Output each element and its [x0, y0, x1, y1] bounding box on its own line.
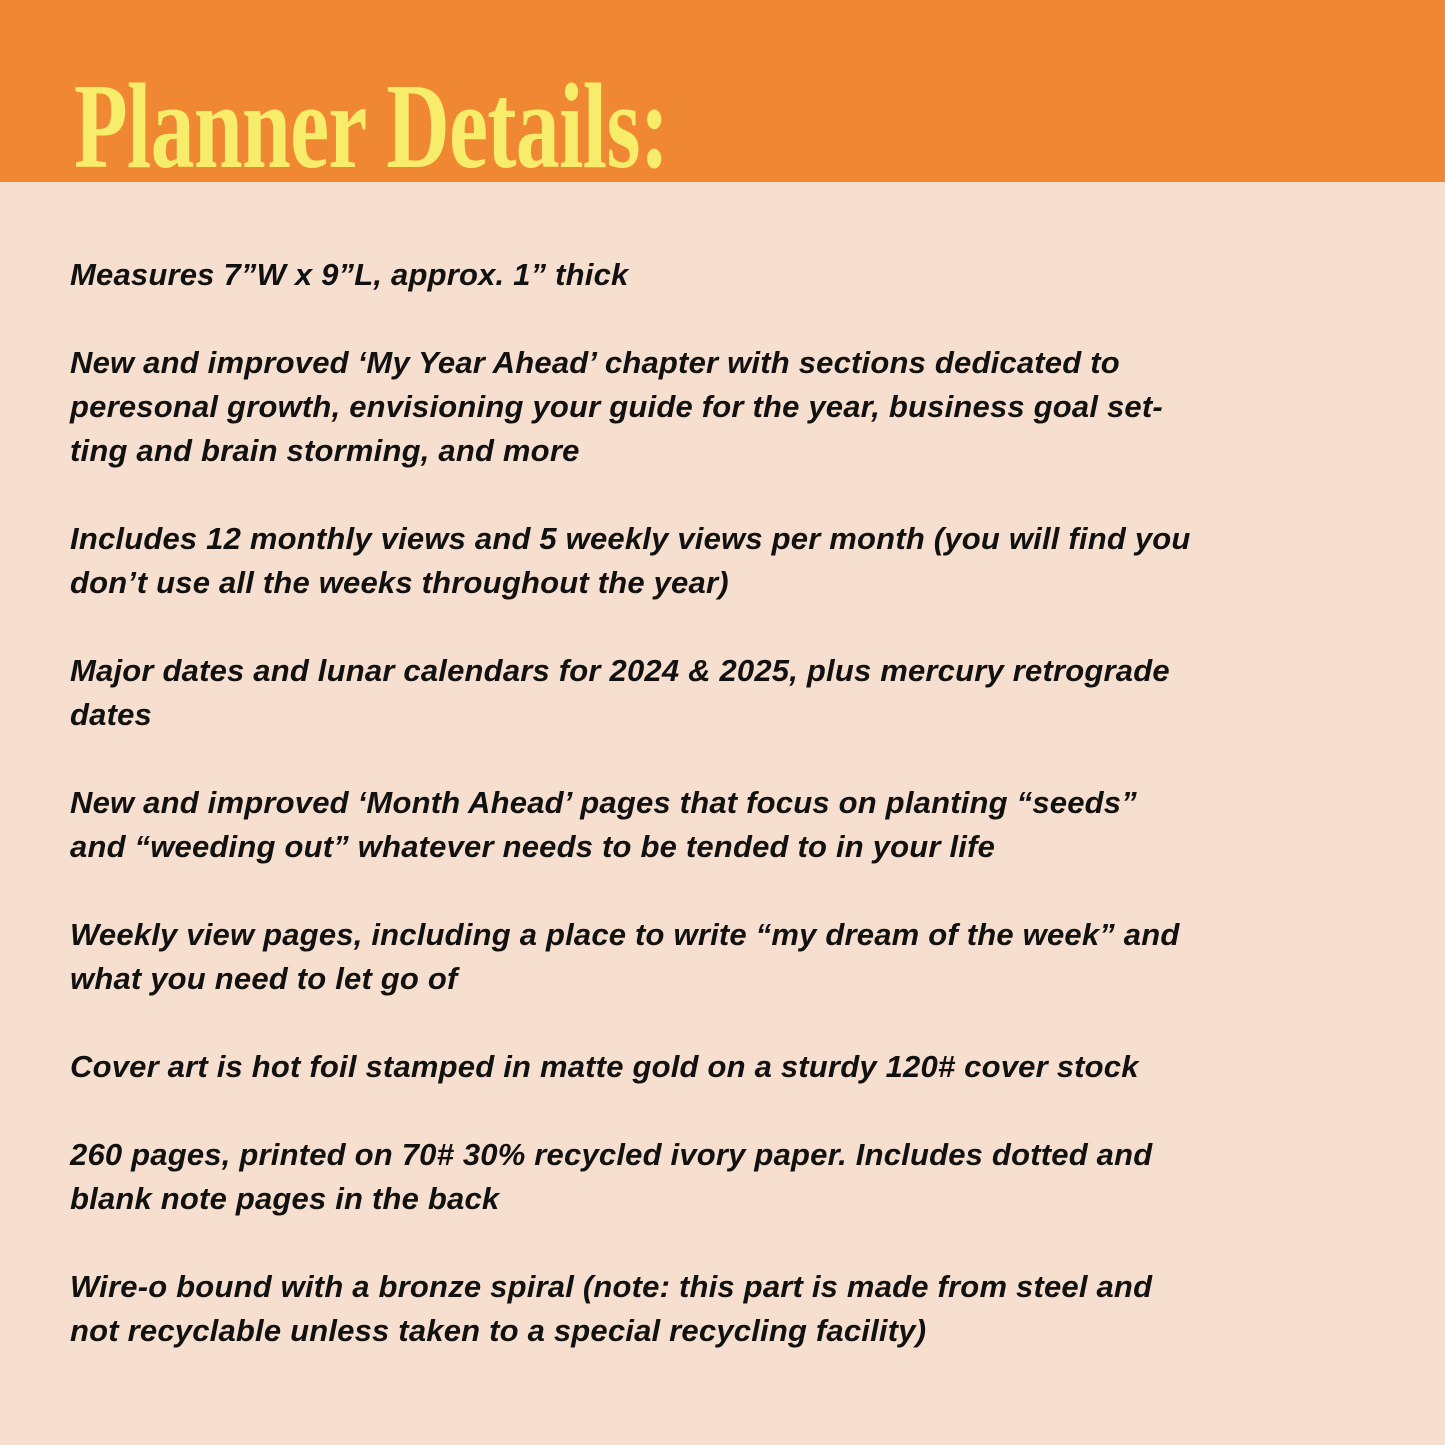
detail-text: Weekly view pages, including a place to write “my dream of the week” and	[70, 917, 1180, 952]
detail-text: blank note pages in the back	[70, 1181, 500, 1216]
detail-item-dates	[70, 649, 1191, 737]
detail-text: what you need to let go of	[70, 961, 458, 996]
details-list	[70, 253, 1191, 1397]
detail-item-cover	[70, 1045, 1191, 1089]
detail-text: Wire-o bound with a bronze spiral (note: this part is made from steel and	[70, 1269, 1153, 1304]
detail-text: 260 pages, printed on 70# 30% recycled ivory paper. Includes dotted and	[70, 1137, 1153, 1172]
detail-item-pages	[70, 1133, 1191, 1221]
header-banner	[0, 0, 1445, 194]
detail-item-weekly	[70, 913, 1191, 1001]
detail-text: Includes 12 monthly views and 5 weekly views per month (you will find you	[70, 521, 1191, 556]
detail-text: Cover art is hot foil stamped in matte gold on a sturdy 120# cover stock	[70, 1049, 1139, 1084]
detail-item-binding	[70, 1265, 1191, 1353]
detail-text: ting and brain storming, and more	[70, 433, 580, 468]
detail-text: and “weeding out” whatever needs to be tended to in your life	[70, 829, 996, 864]
detail-text: don’t use all the weeks throughout the year)	[70, 565, 729, 600]
detail-text: not recyclable unless taken to a special recycling facility)	[70, 1313, 927, 1348]
detail-text: dates	[70, 697, 152, 732]
detail-text: New and improved ‘Month Ahead’ pages that focus on planting “seeds”	[70, 785, 1137, 820]
detail-text: New and improved ‘My Year Ahead’ chapter with sections dedicated to	[70, 345, 1120, 380]
page-title: Planner Details:	[74, 59, 669, 194]
detail-item-views	[70, 517, 1191, 605]
detail-item-year-ahead	[70, 341, 1191, 473]
detail-text: Major dates and lunar calendars for 2024 & 2025, plus mercury retrograde	[70, 653, 1170, 688]
detail-item-size	[70, 253, 1191, 297]
detail-item-month-ahead	[70, 781, 1191, 869]
detail-text: Measures 7”W x 9”L, approx. 1” thick	[70, 257, 629, 292]
detail-text: peresonal growth, envisioning your guide for the year, business goal set-	[70, 389, 1163, 424]
